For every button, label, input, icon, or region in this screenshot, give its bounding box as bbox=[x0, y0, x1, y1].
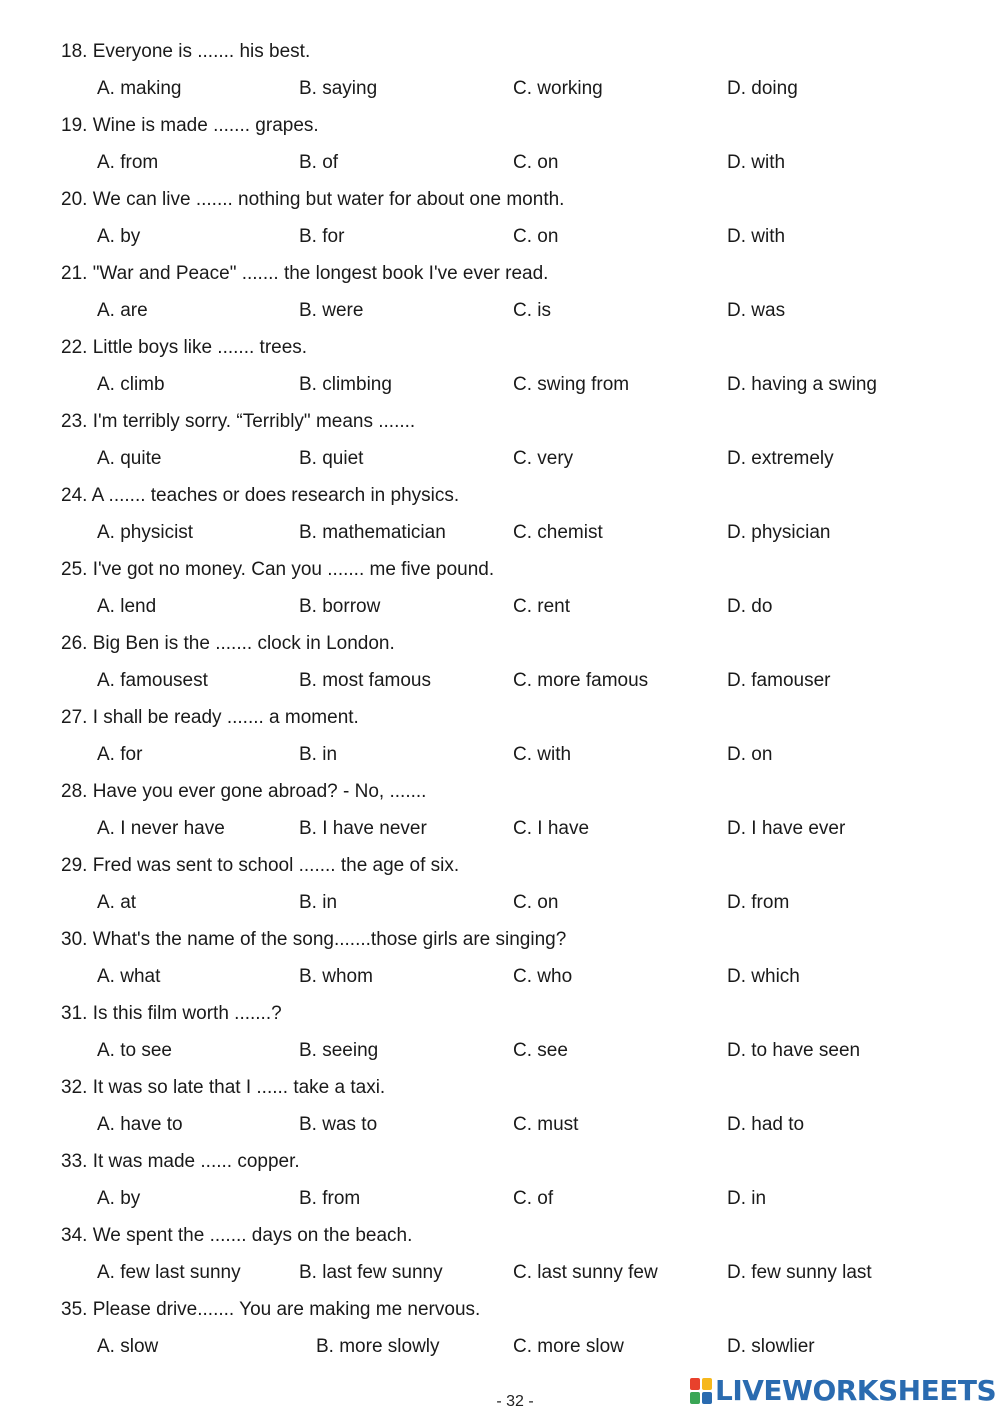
page-number: - 32 - bbox=[496, 1393, 534, 1410]
answer-option-b[interactable]: B. were bbox=[299, 300, 364, 321]
answer-option-c[interactable]: C. must bbox=[513, 1114, 579, 1135]
answer-option-c[interactable]: C. see bbox=[513, 1040, 568, 1061]
answer-option-c[interactable]: C. of bbox=[513, 1188, 554, 1209]
answer-option-a[interactable]: A. for bbox=[97, 744, 143, 765]
answer-option-c[interactable]: C. on bbox=[513, 152, 559, 173]
question-text: 19. Wine is made ....... grapes. bbox=[61, 115, 319, 136]
question-text: 23. I'm terribly sorry. “Terribly" means ....... bbox=[61, 411, 416, 432]
question-text: 29. Fred was sent to school ....... the age of six. bbox=[61, 855, 460, 876]
answer-option-a[interactable]: A. I never have bbox=[97, 818, 225, 839]
question-item bbox=[0, 924, 1000, 998]
answer-option-b[interactable]: B. seeing bbox=[299, 1040, 379, 1061]
question-text: 18. Everyone is ....... his best. bbox=[61, 41, 311, 62]
question-item bbox=[0, 628, 1000, 702]
answer-option-d[interactable]: D. do bbox=[727, 596, 773, 617]
question-text: 32. It was so late that I ...... take a taxi. bbox=[61, 1077, 386, 1098]
answer-option-b[interactable]: B. I have never bbox=[299, 818, 427, 839]
answer-option-a[interactable]: A. by bbox=[97, 226, 141, 247]
answer-option-c[interactable]: C. on bbox=[513, 226, 559, 247]
question-text: 20. We can live ....... nothing but water for about one month. bbox=[61, 189, 565, 210]
answer-option-d[interactable]: D. to have seen bbox=[727, 1040, 861, 1061]
answer-option-a[interactable]: A. from bbox=[97, 152, 159, 173]
question-item bbox=[0, 998, 1000, 1072]
answer-option-c[interactable]: C. on bbox=[513, 892, 559, 913]
answer-option-a[interactable]: A. physicist bbox=[97, 522, 194, 543]
question-item bbox=[0, 776, 1000, 850]
question-text: 25. I've got no money. Can you ....... me five pound. bbox=[61, 559, 495, 580]
answer-option-c[interactable]: C. who bbox=[513, 966, 573, 987]
answer-option-a[interactable]: A. are bbox=[97, 300, 148, 321]
answer-option-b[interactable]: B. was to bbox=[299, 1114, 378, 1135]
answer-option-b[interactable]: B. in bbox=[299, 892, 338, 913]
answer-option-b[interactable]: B. from bbox=[299, 1188, 361, 1209]
question-text: 22. Little boys like ....... trees. bbox=[61, 337, 308, 358]
answer-option-b[interactable]: B. for bbox=[299, 226, 345, 247]
answer-option-d[interactable]: D. on bbox=[727, 744, 773, 765]
answer-option-c[interactable]: C. swing from bbox=[513, 374, 630, 395]
answer-option-b[interactable]: B. of bbox=[299, 152, 339, 173]
question-item bbox=[0, 258, 1000, 332]
answer-option-c[interactable]: C. rent bbox=[513, 596, 571, 617]
answer-option-d[interactable]: D. doing bbox=[727, 78, 798, 99]
question-item bbox=[0, 332, 1000, 406]
question-text: 27. I shall be ready ....... a moment. bbox=[61, 707, 359, 728]
question-text: 35. Please drive....... You are making me nervous. bbox=[61, 1299, 481, 1320]
answer-option-d[interactable]: D. had to bbox=[727, 1114, 805, 1135]
question-item bbox=[0, 1072, 1000, 1146]
question-item bbox=[0, 406, 1000, 480]
answer-option-a[interactable]: A. lend bbox=[97, 596, 157, 617]
answer-option-b[interactable]: B. saying bbox=[299, 78, 378, 99]
question-text: 34. We spent the ....... days on the beach. bbox=[61, 1225, 413, 1246]
answer-option-a[interactable]: A. climb bbox=[97, 374, 165, 395]
question-item bbox=[0, 1146, 1000, 1220]
answer-option-a[interactable]: A. what bbox=[97, 966, 161, 987]
answer-option-d[interactable]: D. having a swing bbox=[727, 374, 877, 395]
answer-option-c[interactable]: C. more famous bbox=[513, 670, 649, 691]
answer-option-a[interactable]: A. making bbox=[97, 78, 182, 99]
answer-option-b[interactable]: B. climbing bbox=[299, 374, 392, 395]
answer-option-c[interactable]: C. last sunny few bbox=[513, 1262, 658, 1283]
answer-option-c[interactable]: C. working bbox=[513, 78, 603, 99]
answer-option-d[interactable]: D. with bbox=[727, 152, 786, 173]
answer-option-d[interactable]: D. famouser bbox=[727, 670, 831, 691]
answer-option-b[interactable]: B. more slowly bbox=[316, 1336, 440, 1357]
answer-option-a[interactable]: A. by bbox=[97, 1188, 141, 1209]
question-text: 28. Have you ever gone abroad? - No, ....... bbox=[61, 781, 427, 802]
question-item bbox=[0, 1220, 1000, 1294]
answer-option-b[interactable]: B. most famous bbox=[299, 670, 431, 691]
question-item bbox=[0, 702, 1000, 776]
answer-option-a[interactable]: A. slow bbox=[97, 1336, 159, 1357]
question-text: 31. Is this film worth .......? bbox=[61, 1003, 282, 1024]
answer-option-a[interactable]: A. to see bbox=[97, 1040, 172, 1061]
question-item bbox=[0, 36, 1000, 110]
answer-option-c[interactable]: C. with bbox=[513, 744, 572, 765]
answer-option-a[interactable]: A. at bbox=[97, 892, 137, 913]
question-item bbox=[0, 850, 1000, 924]
answer-option-b[interactable]: B. last few sunny bbox=[299, 1262, 443, 1283]
answer-option-c[interactable]: C. more slow bbox=[513, 1336, 624, 1357]
answer-option-d[interactable]: D. in bbox=[727, 1188, 767, 1209]
answer-option-d[interactable]: D. physician bbox=[727, 522, 831, 543]
answer-option-b[interactable]: B. whom bbox=[299, 966, 373, 987]
answer-option-d[interactable]: D. I have ever bbox=[727, 818, 846, 839]
answer-option-d[interactable]: D. which bbox=[727, 966, 800, 987]
liveworksheets-logo bbox=[690, 1376, 996, 1406]
answer-option-a[interactable]: A. famousest bbox=[97, 670, 208, 691]
answer-option-d[interactable]: D. slowlier bbox=[727, 1336, 815, 1357]
answer-option-a[interactable]: A. quite bbox=[97, 448, 162, 469]
question-item bbox=[0, 184, 1000, 258]
answer-option-c[interactable]: C. I have bbox=[513, 818, 590, 839]
question-text: 26. Big Ben is the ....... clock in London. bbox=[61, 633, 395, 654]
answer-option-d[interactable]: D. few sunny last bbox=[727, 1262, 872, 1283]
answer-option-b[interactable]: B. mathematician bbox=[299, 522, 446, 543]
answer-option-b[interactable]: B. quiet bbox=[299, 448, 364, 469]
answer-option-d[interactable]: D. from bbox=[727, 892, 790, 913]
question-item bbox=[0, 110, 1000, 184]
question-item bbox=[0, 480, 1000, 554]
answer-option-c[interactable]: C. is bbox=[513, 300, 551, 321]
answer-option-a[interactable]: A. have to bbox=[97, 1114, 183, 1135]
liveworksheets-logo-icon bbox=[690, 1378, 712, 1404]
answer-option-a[interactable]: A. few last sunny bbox=[97, 1262, 241, 1283]
answer-option-d[interactable]: D. extremely bbox=[727, 448, 834, 469]
answer-option-c[interactable]: C. very bbox=[513, 448, 574, 469]
answer-option-c[interactable]: C. chemist bbox=[513, 522, 603, 543]
question-item bbox=[0, 1294, 1000, 1368]
question-text: 24. A ....... teaches or does research in physics. bbox=[61, 485, 460, 506]
question-text: 30. What's the name of the song.......those girls are singing? bbox=[61, 929, 567, 950]
answer-option-d[interactable]: D. was bbox=[727, 300, 786, 321]
logo-text: LIVEWORKSHEETS bbox=[715, 1374, 997, 1407]
answer-option-b[interactable]: B. borrow bbox=[299, 596, 381, 617]
question-text: 21. "War and Peace" ....... the longest book I've ever read. bbox=[61, 263, 549, 284]
question-list bbox=[0, 36, 1000, 1368]
question-item bbox=[0, 554, 1000, 628]
answer-option-d[interactable]: D. with bbox=[727, 226, 786, 247]
answer-option-b[interactable]: B. in bbox=[299, 744, 338, 765]
question-text: 33. It was made ...... copper. bbox=[61, 1151, 300, 1172]
